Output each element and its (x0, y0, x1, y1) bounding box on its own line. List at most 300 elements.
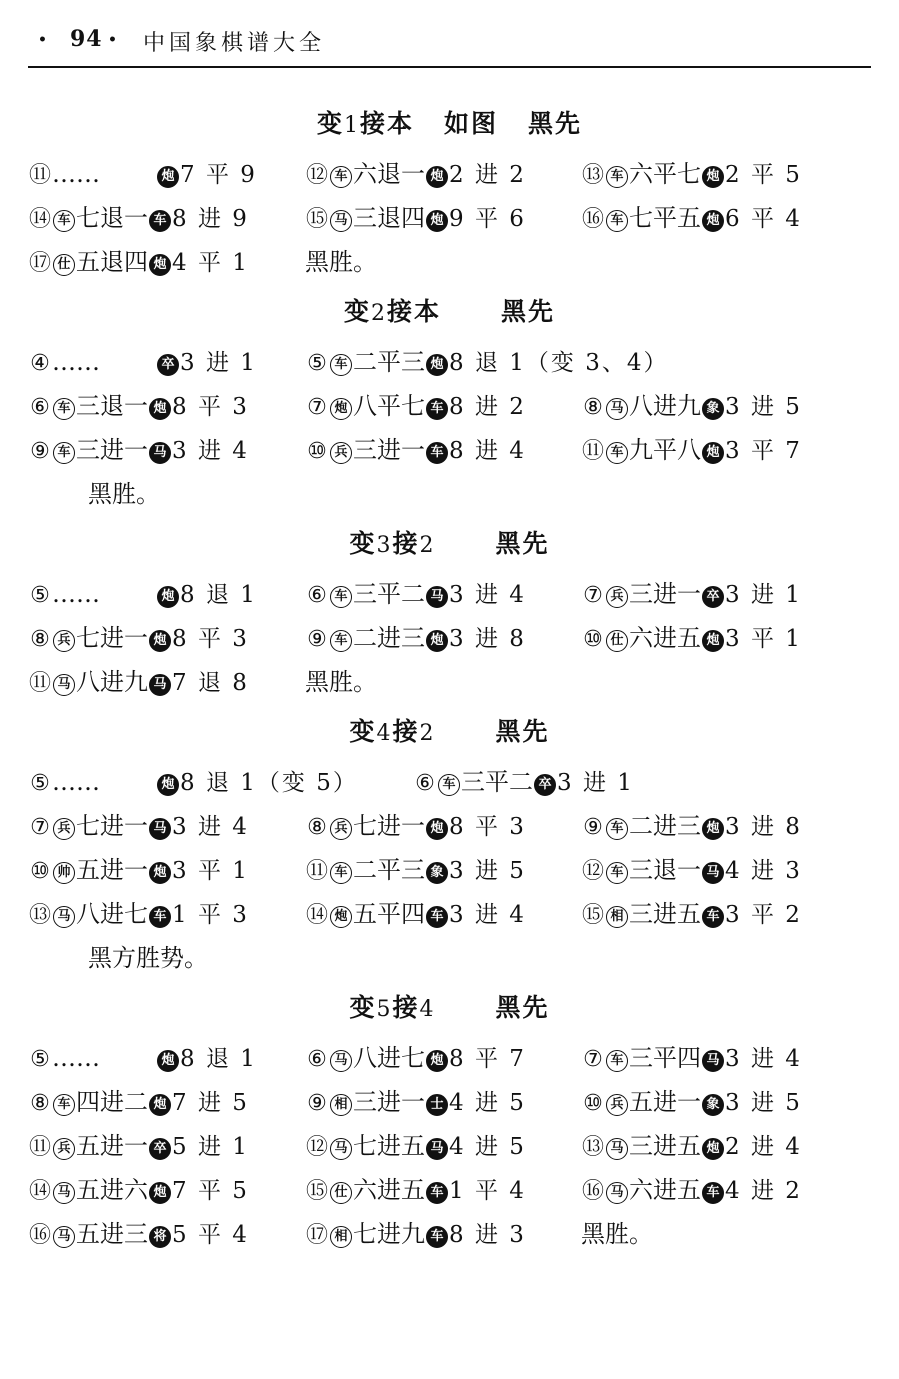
move-text: 3 平 7 (725, 438, 802, 464)
move-text: 四进二 (76, 1088, 148, 1116)
move-cell (305, 240, 377, 284)
move-text: 三进五 (629, 900, 701, 928)
move-text: 5 平 4 (172, 1222, 249, 1248)
move-number: ⑤ (30, 583, 50, 608)
move-text: …… (52, 1044, 100, 1072)
move-cell (305, 1036, 526, 1082)
black-piece-icon: 炮 (149, 630, 171, 652)
move-text: 八平七 (353, 392, 425, 420)
move-text: 七进一 (76, 624, 148, 652)
move-row (28, 428, 871, 472)
red-piece-icon: 车 (330, 586, 352, 608)
move-number: ⑩ (583, 627, 603, 652)
move-cell (581, 196, 802, 242)
move-text: 八进九 (76, 668, 148, 696)
move-cell (28, 760, 358, 806)
move-text: 4 进 5 (449, 1134, 526, 1160)
red-piece-icon: 车 (438, 774, 460, 796)
black-piece-icon: 炮 (702, 442, 724, 464)
move-cell (305, 1124, 526, 1170)
black-piece-icon: 马 (702, 862, 724, 884)
black-piece-icon: 炮 (702, 630, 724, 652)
black-piece-icon: 车 (702, 906, 724, 928)
black-piece-icon: 车 (426, 398, 448, 420)
black-piece-icon: 马 (426, 586, 448, 608)
move-number: ⑰ (305, 1223, 328, 1248)
move-cell (581, 804, 802, 850)
move-text: 8 退 1 (180, 582, 257, 608)
black-piece-icon: 马 (426, 1138, 448, 1160)
result-text: 黑方胜势。 (88, 944, 208, 972)
move-number: ⑫ (305, 1135, 328, 1160)
move-cell (305, 848, 526, 894)
move-number: ⑯ (581, 207, 604, 232)
move-text: 五进一 (76, 856, 148, 884)
move-text: 8 进 2 (449, 394, 526, 420)
move-cell (28, 1212, 249, 1258)
move-text: 8 平 3 (172, 394, 249, 420)
move-number: ⑩ (307, 439, 327, 464)
move-number: ⑦ (30, 815, 50, 840)
move-number: ⑩ (583, 1091, 603, 1116)
move-cell (305, 804, 526, 850)
section-title (28, 980, 871, 1036)
red-piece-icon: 兵 (53, 1138, 75, 1160)
move-cell (28, 152, 257, 198)
move-cell (581, 892, 802, 938)
red-piece-icon: 马 (606, 1138, 628, 1160)
move-number: ④ (30, 351, 50, 376)
move-text: 2 进 4 (725, 1134, 802, 1160)
red-piece-icon: 车 (606, 1050, 628, 1072)
move-text: 4 平 1 (172, 250, 249, 276)
move-text: 三进一 (629, 580, 701, 608)
move-cell (28, 428, 249, 474)
page-number: 94 (70, 26, 103, 52)
move-cell (305, 384, 526, 430)
black-piece-icon: 炮 (157, 774, 179, 796)
move-number: ⑥ (415, 771, 435, 796)
black-piece-icon: 炮 (702, 166, 724, 188)
move-cell (581, 1080, 802, 1126)
move-cell (305, 1212, 526, 1258)
move-number: ⑬ (28, 903, 51, 928)
title-variation-number: 4 (376, 721, 393, 746)
move-cell (305, 152, 526, 198)
title-continue-number: 2 (419, 533, 436, 558)
title-variation-word: 变 (349, 993, 377, 1022)
section-title (28, 704, 871, 760)
move-text: 3 进 1 (725, 582, 802, 608)
move-text: 8 平 7 (449, 1046, 526, 1072)
move-row (28, 804, 871, 848)
move-text: 八进九 (629, 392, 701, 420)
red-piece-icon: 相 (330, 1094, 352, 1116)
move-cell (28, 240, 249, 286)
title-continue-word: 接本 (359, 109, 414, 138)
title-variation-word: 变 (343, 297, 371, 326)
black-piece-icon: 象 (426, 862, 448, 884)
move-text: 3 进 4 (172, 814, 249, 840)
red-piece-icon: 车 (606, 818, 628, 840)
title-continue-word: 接 (392, 993, 420, 1022)
black-piece-icon: 车 (149, 906, 171, 928)
move-text: 六平七 (629, 160, 701, 188)
move-text: 三进一 (76, 436, 148, 464)
move-text: 8 退 1 (180, 1046, 257, 1072)
move-number: ⑭ (28, 207, 51, 232)
black-piece-icon: 炮 (149, 254, 171, 276)
move-number: ⑬ (581, 1135, 604, 1160)
black-piece-icon: 炮 (149, 1182, 171, 1204)
move-number: ⑫ (581, 859, 604, 884)
move-text: 3 进 1 (557, 770, 634, 796)
move-text: 三进一 (353, 1088, 425, 1116)
move-cell (28, 340, 257, 386)
title-variation-number: 3 (376, 533, 393, 558)
red-piece-icon: 车 (606, 166, 628, 188)
title-side-to-move: 黑先 (528, 109, 583, 138)
title-variation-word: 变 (316, 109, 344, 138)
black-piece-icon: 炮 (426, 354, 448, 376)
black-piece-icon: 车 (426, 906, 448, 928)
title-continue-word: 接本 (386, 297, 441, 326)
red-piece-icon: 马 (53, 1182, 75, 1204)
red-piece-icon: 兵 (330, 818, 352, 840)
move-row (28, 760, 871, 804)
move-text: 三退一 (629, 856, 701, 884)
black-piece-icon: 炮 (426, 210, 448, 232)
move-cell (28, 196, 249, 242)
move-row (28, 616, 871, 660)
move-cell (581, 1212, 653, 1256)
move-cell (305, 340, 668, 386)
move-number: ⑤ (307, 351, 327, 376)
red-piece-icon: 马 (330, 1050, 352, 1072)
move-cell (305, 196, 526, 242)
move-text: 三平二 (461, 768, 533, 796)
move-row (28, 196, 871, 240)
move-row (28, 892, 871, 936)
black-piece-icon: 车 (702, 1182, 724, 1204)
move-cell (305, 660, 377, 704)
move-cell (28, 384, 249, 430)
move-text: 8 进 3 (449, 1222, 526, 1248)
black-piece-icon: 将 (149, 1226, 171, 1248)
move-text: 七进五 (353, 1132, 425, 1160)
move-cell (28, 804, 249, 850)
header-dot-right: • (108, 32, 117, 48)
black-piece-icon: 炮 (157, 1050, 179, 1072)
black-piece-icon: 炮 (157, 586, 179, 608)
red-piece-icon: 相 (606, 906, 628, 928)
red-piece-icon: 炮 (330, 398, 352, 420)
move-text: 7 平 9 (180, 162, 257, 188)
move-number: ⑪ (581, 439, 604, 464)
move-text: 三进一 (353, 436, 425, 464)
move-cell (28, 1036, 257, 1082)
move-number: ⑨ (30, 439, 50, 464)
black-piece-icon: 炮 (702, 1138, 724, 1160)
black-piece-icon: 炮 (702, 818, 724, 840)
move-number: ⑫ (305, 163, 328, 188)
title-variation-word: 变 (349, 529, 377, 558)
move-text: 三退四 (353, 204, 425, 232)
red-piece-icon: 兵 (606, 586, 628, 608)
move-text: 8 进 4 (449, 438, 526, 464)
move-text: 7 平 5 (172, 1178, 249, 1204)
red-piece-icon: 兵 (53, 630, 75, 652)
move-text: …… (52, 348, 100, 376)
red-piece-icon: 马 (53, 1226, 75, 1248)
move-text: 3 平 2 (725, 902, 802, 928)
move-cell (28, 1124, 249, 1170)
move-row (28, 384, 871, 428)
red-piece-icon: 仕 (53, 254, 75, 276)
move-number: ⑦ (583, 1047, 603, 1072)
red-piece-icon: 车 (606, 210, 628, 232)
red-piece-icon: 马 (53, 674, 75, 696)
section-title (28, 96, 871, 152)
red-piece-icon: 相 (330, 1226, 352, 1248)
black-piece-icon: 象 (702, 1094, 724, 1116)
move-number: ⑰ (28, 251, 51, 276)
book-title: 中国象棋谱大全 (143, 31, 326, 56)
move-cell (28, 660, 249, 706)
move-cell (305, 1080, 526, 1126)
move-text: 三平四 (629, 1044, 701, 1072)
black-piece-icon: 士 (426, 1094, 448, 1116)
move-number: ⑪ (305, 859, 328, 884)
red-piece-icon: 炮 (330, 906, 352, 928)
black-piece-icon: 象 (702, 398, 724, 420)
red-piece-icon: 车 (606, 442, 628, 464)
move-text: …… (52, 768, 100, 796)
move-number: ⑧ (30, 627, 50, 652)
move-row (28, 660, 871, 704)
black-piece-icon: 马 (149, 442, 171, 464)
black-piece-icon: 卒 (149, 1138, 171, 1160)
move-number: ⑩ (30, 859, 50, 884)
black-piece-icon: 炮 (149, 1094, 171, 1116)
move-text: 3 进 1 (180, 350, 257, 376)
move-text: 7 退 8 (172, 670, 249, 696)
black-piece-icon: 车 (426, 1226, 448, 1248)
black-piece-icon: 马 (149, 674, 171, 696)
move-row (28, 1036, 871, 1080)
move-text: 七进一 (76, 812, 148, 840)
move-cell (581, 1168, 802, 1214)
move-cell (581, 572, 802, 618)
move-number: ⑪ (28, 1135, 51, 1160)
move-text: 4 进 3 (725, 858, 802, 884)
red-piece-icon: 马 (606, 398, 628, 420)
red-piece-icon: 仕 (606, 630, 628, 652)
result-text: 黑胜。 (305, 248, 377, 276)
black-piece-icon: 炮 (149, 862, 171, 884)
move-text: 九平八 (629, 436, 701, 464)
black-piece-icon: 炮 (426, 818, 448, 840)
title-side-to-move: 黑先 (495, 993, 550, 1022)
move-text: 1 平 3 (172, 902, 249, 928)
move-text: 3 进 5 (449, 858, 526, 884)
move-cell (581, 428, 802, 474)
move-text: 七平五 (629, 204, 701, 232)
move-row (28, 340, 871, 384)
move-number: ⑨ (583, 815, 603, 840)
red-piece-icon: 马 (606, 1182, 628, 1204)
black-piece-icon: 炮 (149, 398, 171, 420)
move-number: ⑮ (305, 207, 328, 232)
move-number: ⑯ (28, 1223, 51, 1248)
move-cell (28, 892, 249, 938)
move-number: ⑧ (307, 815, 327, 840)
move-text: 3 进 5 (725, 394, 802, 420)
move-text: …… (52, 160, 100, 188)
result-text: 黑胜。 (581, 1220, 653, 1248)
move-text: 二进三 (629, 812, 701, 840)
move-text: 8 平 3 (449, 814, 526, 840)
move-text: 4 进 2 (725, 1178, 802, 1204)
move-number: ⑭ (28, 1179, 51, 1204)
black-piece-icon: 炮 (426, 1050, 448, 1072)
red-piece-icon: 帅 (53, 862, 75, 884)
move-text: 3 进 4 (725, 1046, 802, 1072)
title-continue-word: 接 (392, 529, 420, 558)
result-row (28, 472, 871, 516)
move-cell (581, 616, 802, 662)
move-text: 5 进 1 (172, 1134, 249, 1160)
move-row (28, 848, 871, 892)
move-cell (581, 384, 802, 430)
red-piece-icon: 车 (606, 862, 628, 884)
move-text: 八进七 (353, 1044, 425, 1072)
move-text: 8 平 3 (172, 626, 249, 652)
move-number: ⑮ (581, 903, 604, 928)
move-number: ⑮ (305, 1179, 328, 1204)
move-text: 8 退 1（变 3、4） (449, 350, 669, 376)
title-side-to-move: 黑先 (495, 717, 550, 746)
red-piece-icon: 车 (53, 210, 75, 232)
result-text: 黑胜。 (305, 668, 377, 696)
game-record (28, 96, 871, 1256)
move-text: 3 平 1 (725, 626, 802, 652)
move-cell (28, 848, 249, 894)
move-text: 三进五 (629, 1132, 701, 1160)
black-piece-icon: 炮 (426, 166, 448, 188)
black-piece-icon: 车 (426, 1182, 448, 1204)
move-cell (305, 1168, 526, 1214)
move-text: …… (52, 580, 100, 608)
move-cell (28, 572, 257, 618)
move-text: 三平二 (353, 580, 425, 608)
red-piece-icon: 车 (53, 1094, 75, 1116)
move-text: 三退一 (76, 392, 148, 420)
move-cell (581, 152, 802, 198)
section-title (28, 284, 871, 340)
move-row (28, 1080, 871, 1124)
move-cell (28, 1080, 249, 1126)
move-number: ⑦ (583, 583, 603, 608)
move-text: 五退四 (76, 248, 148, 276)
move-number: ⑪ (28, 163, 51, 188)
move-number: ⑥ (307, 583, 327, 608)
section-title (28, 516, 871, 572)
move-cell (28, 616, 249, 662)
move-text: 8 退 1（变 5） (180, 770, 358, 796)
result-text: 黑胜。 (88, 480, 160, 508)
title-extra: 如图 (444, 109, 499, 138)
move-text: 1 平 4 (449, 1178, 526, 1204)
move-text: 3 进 5 (725, 1090, 802, 1116)
red-piece-icon: 车 (330, 862, 352, 884)
move-cell (413, 760, 634, 806)
move-text: 4 进 5 (449, 1090, 526, 1116)
move-text: 六进五 (629, 624, 701, 652)
move-cell (581, 1124, 802, 1170)
title-side-to-move: 黑先 (501, 297, 556, 326)
red-piece-icon: 兵 (53, 818, 75, 840)
red-piece-icon: 马 (330, 1138, 352, 1160)
move-text: 9 平 6 (449, 206, 526, 232)
move-row (28, 572, 871, 616)
red-piece-icon: 车 (330, 354, 352, 376)
move-number: ⑨ (307, 627, 327, 652)
move-row (28, 1212, 871, 1256)
move-number: ⑤ (30, 1047, 50, 1072)
move-text: 五进一 (76, 1132, 148, 1160)
black-piece-icon: 车 (149, 210, 171, 232)
move-text: 八进七 (76, 900, 148, 928)
move-text: 六进五 (353, 1176, 425, 1204)
move-number: ⑥ (307, 1047, 327, 1072)
move-number: ⑯ (581, 1179, 604, 1204)
move-text: 7 进 5 (172, 1090, 249, 1116)
move-text: 3 平 1 (172, 858, 249, 884)
red-piece-icon: 马 (53, 906, 75, 928)
black-piece-icon: 马 (149, 818, 171, 840)
move-text: 二平三 (353, 856, 425, 884)
move-text: 6 平 4 (725, 206, 802, 232)
move-text: 8 进 9 (172, 206, 249, 232)
title-continue-number: 2 (419, 721, 436, 746)
page-header (28, 22, 871, 68)
move-cell (305, 428, 526, 474)
black-piece-icon: 卒 (157, 354, 179, 376)
move-row (28, 152, 871, 196)
black-piece-icon: 马 (702, 1050, 724, 1072)
move-text: 二进三 (353, 624, 425, 652)
move-text: 七进九 (353, 1220, 425, 1248)
title-continue-word: 接 (392, 717, 420, 746)
title-variation-number: 1 (343, 113, 360, 138)
move-text: 2 进 2 (449, 162, 526, 188)
title-variation-word: 变 (349, 717, 377, 746)
move-number: ⑧ (30, 1091, 50, 1116)
title-variation-number: 5 (376, 997, 393, 1022)
black-piece-icon: 卒 (534, 774, 556, 796)
move-number: ⑭ (305, 903, 328, 928)
move-text: 五进三 (76, 1220, 148, 1248)
move-cell (581, 1036, 802, 1082)
move-number: ⑬ (581, 163, 604, 188)
black-piece-icon: 炮 (426, 630, 448, 652)
move-cell (581, 848, 802, 894)
move-row (28, 1168, 871, 1212)
move-text: 五进六 (76, 1176, 148, 1204)
red-piece-icon: 马 (330, 210, 352, 232)
move-number: ⑤ (30, 771, 50, 796)
